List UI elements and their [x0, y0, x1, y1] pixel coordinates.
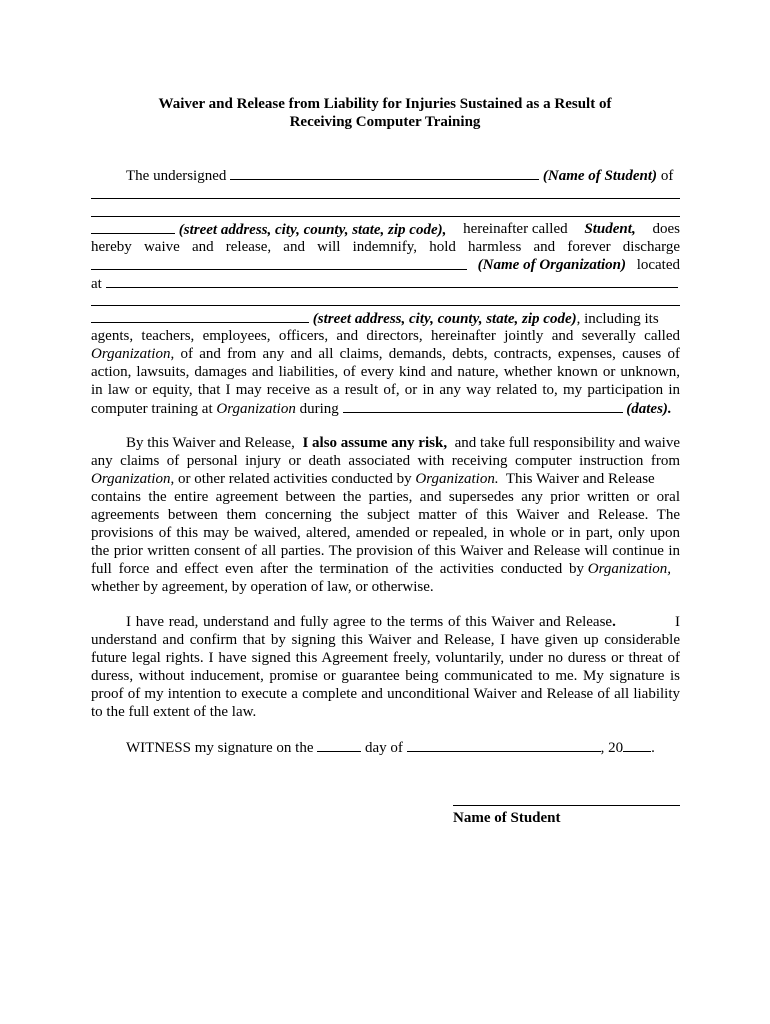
assume-risk-text: I also assume any risk,: [302, 435, 448, 451]
witness-line: [126, 738, 680, 756]
organization-term: Organization: [216, 401, 296, 417]
witness-period: .: [651, 740, 655, 756]
p1-line-14-text: computer training at: [91, 401, 213, 417]
street-address-label-2: (street address, city, county, state, zip code): [312, 311, 577, 327]
at-text: at: [91, 276, 102, 292]
p1-line-10: agents, teachers, employees, officers, and directors, hereinafter jointly and severally called: [91, 328, 680, 344]
p2-line-7: the prior written consent of all parties. The provision of this Waiver and Release will continue in: [91, 543, 680, 559]
p1-line-14: [91, 399, 680, 417]
p2-line-9: whether by agreement, by operation of law, or otherwise.: [91, 579, 434, 595]
does-text: does: [652, 221, 680, 237]
p2-line-8-text: full force and effect even after the termination of the activities conducted by: [91, 561, 585, 577]
p2-line-5: agreements between them concerning the subject matter of this Waiver and Release. The: [91, 507, 680, 523]
p1-line-4: [91, 220, 680, 238]
witness-text: WITNESS my signature on the: [126, 740, 314, 756]
student-term: Student,: [584, 221, 636, 237]
name-of-student-label: (Name of Student): [542, 168, 658, 184]
year-blank[interactable]: [623, 738, 651, 752]
address-blank-1[interactable]: [91, 198, 680, 199]
p3-line-5: proof of my intention to execute a complete and unconditional Waiver and Release of all liability: [91, 686, 680, 702]
org-address-blank-1[interactable]: [106, 274, 678, 288]
p1-line-9: [91, 309, 680, 327]
address-blank-2[interactable]: [91, 216, 680, 217]
p3-line-1-text: I have read, understand and fully agree to the terms of this Waiver and Release: [126, 614, 613, 630]
p1-line-13: in law or equity, that I may receive as a result of, or in any way related to, my participation in: [91, 382, 680, 398]
signature-line[interactable]: [453, 805, 680, 806]
p1-line-1: [126, 166, 680, 184]
p2-line-3-end: This Waiver and Release: [505, 471, 655, 487]
p3-line-6: to the full extent of the law.: [91, 704, 257, 720]
p1-line-12: action, lawsuits, damages and liabilities, of every kind and nature, whether known or unknown,: [91, 364, 680, 380]
name-of-organization-label: (Name of Organization): [477, 257, 627, 273]
of-label: of: [660, 168, 674, 184]
organization-term: Organization,: [587, 561, 671, 577]
p2-line-1-end: and take full responsibility and waive: [454, 435, 680, 451]
during-text: during: [299, 401, 339, 417]
street-address-label-1: (street address, city, county, state, zip code),: [178, 222, 447, 238]
p3-line-3: future legal rights. I have signed this Agreement freely, voluntarily, under no duress or threat of: [91, 650, 680, 666]
student-name-blank[interactable]: [230, 166, 539, 180]
p2-line-8: [91, 560, 680, 578]
p2-line-4: contains the entire agreement between the parties, and supersedes any prior written or oral: [91, 489, 680, 505]
title-line-2: Receiving Computer Training: [289, 114, 481, 130]
p1-line-11-text: , of and from any and all claims, demands, debts, contracts, expenses, causes of: [170, 346, 680, 362]
month-blank[interactable]: [407, 738, 601, 752]
including-text: , including its: [576, 311, 659, 327]
undersigned-label: The undersigned: [126, 168, 227, 184]
p2-line-1: [126, 434, 680, 452]
p3-line-4: duress, without inducement, promise or guarantee being communicated to me. My signature is: [91, 668, 680, 684]
title-line-1: Waiver and Release from Liability for Injuries Sustained as a Result of: [158, 96, 612, 112]
org-address-blank-3[interactable]: [91, 309, 309, 323]
p2-line-3-text: , or other related activities conducted by: [170, 471, 412, 487]
located-text: located: [636, 257, 680, 273]
p3-bold-period: .: [612, 614, 616, 630]
signature-label: Name of Student: [453, 810, 561, 826]
p1-line-6: [91, 256, 680, 274]
year-prefix: , 20: [600, 740, 624, 756]
address-blank-3[interactable]: [91, 220, 175, 234]
p3-line-1-end: I: [675, 614, 680, 630]
p1-line-7: [91, 274, 680, 292]
p3-line-2: understand and confirm that by signing this Waiver and Release, I have given up considerable: [91, 632, 680, 648]
p1-line-5: hereby waive and release, and will indemnify, hold harmless and forever discharge: [91, 239, 680, 255]
organization-term: Organization: [91, 471, 171, 487]
org-address-blank-2[interactable]: [91, 305, 680, 306]
dates-blank[interactable]: [343, 399, 623, 413]
day-of-text: day of: [364, 740, 403, 756]
p2-line-2: any claims of personal injury or death associated with receiving computer instruction from: [91, 453, 680, 469]
p2-line-1-text: By this Waiver and Release,: [126, 435, 295, 451]
p1-line-11: [91, 345, 680, 363]
organization-term: Organization: [91, 346, 171, 362]
hereinafter-text: hereinafter called: [463, 221, 568, 237]
p3-line-1: [126, 613, 680, 631]
p2-line-6: provisions of this may be waived, altered, amended or repealed, in whole or in part, only upon: [91, 525, 680, 541]
p2-line-3: [91, 470, 680, 488]
organization-name-blank[interactable]: [91, 256, 467, 270]
organization-term: Organization.: [415, 471, 499, 487]
dates-label: (dates).: [626, 401, 672, 417]
day-blank[interactable]: [317, 738, 361, 752]
